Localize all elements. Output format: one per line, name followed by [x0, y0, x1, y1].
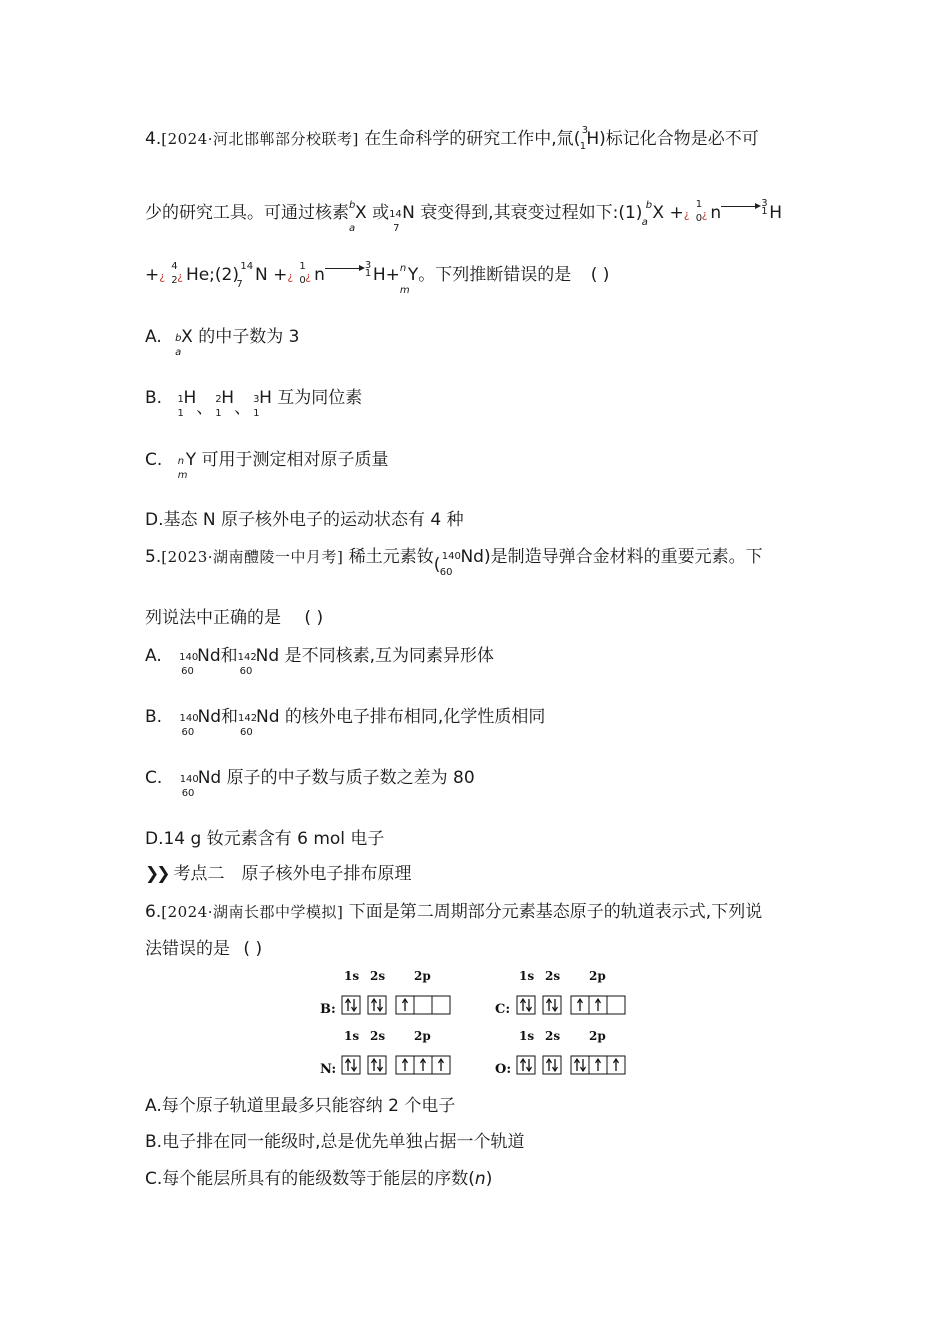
- q4-option-d: D.基态 N 原子核外电子的运动状态有 4 种: [145, 510, 464, 530]
- reaction-arrow-2: [325, 264, 365, 274]
- orbital-1-label: C:: [495, 1002, 511, 1017]
- orbital-1-2p-label: 2p: [589, 969, 606, 983]
- q6-option-c: C.每个能层所具有的能级数等于能层的序数(n): [145, 1169, 493, 1189]
- orbital-3-label: O:: [495, 1062, 512, 1075]
- q5-line-2: 列说法中正确的是 ( ): [145, 608, 324, 628]
- q6-number: 6.: [145, 902, 162, 922]
- orbital-0-2s-box: [368, 996, 386, 1014]
- orbital-0-2p-box-2: [432, 996, 450, 1014]
- q6-line-2: 法错误的是 ( ): [145, 939, 263, 959]
- nuclide-n14: 14 7 N: [389, 203, 415, 234]
- q5-line-1: 5.[2023·湖南醴陵一中月考] 稀土元素钕( 140 60 Nd)是制造导弹合金材料的重要元素。下: [145, 547, 763, 578]
- q5-option-a: A. 140 60 Nd和 142 60 Nd 是不同核素,互为同素异形体: [145, 646, 494, 677]
- b-h1: 1 1 H: [177, 388, 197, 419]
- orbital-2-1s-label: 1s: [344, 1029, 360, 1043]
- eq2-y: n m Y。下列推断错误的是: [399, 263, 572, 296]
- orbital-2-2p-label: 2p: [414, 1029, 431, 1043]
- orbital-3-2s-box: [543, 1056, 561, 1074]
- eq1-neutron: ¿ 1 0 ¿ n: [683, 199, 722, 224]
- section-title: 考点二 原子核外电子排布原理: [173, 864, 412, 884]
- q4-text-1: 在生命科学的研究工作中,氚: [364, 129, 574, 149]
- orbital-1-2s-box: [543, 996, 561, 1014]
- q5-source: [2023·湖南醴陵一中月考]: [161, 548, 344, 566]
- orbital-2-2s-box: [368, 1056, 386, 1074]
- q5-answer-blank: ( ): [304, 608, 324, 628]
- b-h3: 3 1 H 互为同位素: [253, 388, 363, 419]
- eq1-h3: 3 1 H: [761, 198, 782, 223]
- q6-option-a: A.每个原子轨道里最多只能容纳 2 个电子: [145, 1096, 456, 1116]
- q4-number: 4.: [145, 129, 162, 149]
- orbital-0-label: B:: [320, 1002, 336, 1017]
- q4-line-3: +¿ 4 2 ¿ He;(2) 7 14 N +¿ 1 0 ¿ n 3 1 H+ n m Y。下列推断错误的是 ( ): [145, 260, 610, 296]
- orbital-3-2s-label: 2s: [545, 1029, 561, 1043]
- orbital-0-1s-label: 1s: [344, 969, 360, 983]
- q6-answer-blank: ( ): [243, 939, 263, 959]
- q5-option-b: B. 140 60 Nd和 142 60 Nd 的核外电子排布相同,化学性质相同: [145, 707, 546, 738]
- q6-line-1: 6.[2024·湖南长郡中学模拟] 下面是第二周期部分元素基态原子的轨道表示式,下列说: [145, 902, 763, 922]
- eq1-x: ) b a X: [635, 200, 665, 228]
- orbital-0-2s-label: 2s: [370, 969, 386, 983]
- orbital-2-2s-label: 2s: [370, 1029, 386, 1043]
- q4-option-a: A. b a X 的中子数为 3: [145, 327, 300, 358]
- q5-number: 5.: [145, 547, 162, 567]
- q5-option-c: C. 140 60 Nd 原子的中子数与质子数之差为 80: [145, 768, 475, 799]
- eq2-h3: 3 1 H: [364, 260, 386, 285]
- q4-source: [2024·河北邯郸部分校联考]: [161, 130, 359, 148]
- eq1-helium: ¿ 4 2 ¿ He;(2: [159, 261, 233, 286]
- orbital-1-2p-box-2: [607, 996, 625, 1014]
- orbital-3-2p-label: 2p: [589, 1029, 606, 1043]
- orbital-1-1s-label: 1s: [519, 969, 535, 983]
- q5-option-d: D.14 g 钕元素含有 6 mol 电子: [145, 829, 385, 849]
- q4-tritium-text: H)标记化合物是必不可: [586, 129, 759, 149]
- orbital-0-2p-label: 2p: [414, 969, 431, 983]
- orbital-3-2p-box-0: [571, 1056, 589, 1074]
- q4-or: 或: [372, 203, 390, 223]
- q4-text-2: 少的研究工具。可通过核素: [145, 203, 349, 223]
- orbital-diagrams: [300, 960, 660, 1075]
- q4-text-3: 衰变得到,其衰变过程如下:(1: [420, 203, 636, 223]
- orbital-3-1s-label: 1s: [519, 1029, 535, 1043]
- nd-nuclide: ( 140 60 Nd)是制造导弹合金材料的重要元素。下: [433, 547, 763, 578]
- double-chevron-icon: ❯❯: [145, 864, 168, 884]
- orbital-0-1s-box: [342, 996, 360, 1014]
- orbital-3-1s-box: [517, 1056, 535, 1074]
- q4-option-b: B. 1 1 H、 2 1 H、 3 1 H 互为同位素: [145, 388, 363, 419]
- q4-option-c: C. n m Y 可用于测定相对原子质量: [145, 450, 389, 481]
- orbital-1-2s-label: 2s: [545, 969, 561, 983]
- tritium-nuclide: ( 3 1: [573, 125, 589, 152]
- orbital-1-1s-box: [517, 996, 535, 1014]
- q6-source: [2024·湖南长郡中学模拟]: [161, 903, 344, 921]
- q4-line-1: [145, 125, 759, 152]
- section-header: [145, 863, 412, 885]
- q4-line-2: 少的研究工具。可通过核素 b a X 或 14 7 N 衰变得到,其衰变过程如下:(1) b a X +¿ 1 0 ¿ n 3 1 H: [145, 198, 782, 234]
- orbital-2-1s-box: [342, 1056, 360, 1074]
- orbital-2-label: N:: [320, 1062, 337, 1075]
- orbital-0-2p-box-1: [414, 996, 432, 1014]
- eq2-n14: ) 7 14 N: [232, 261, 268, 290]
- b-h2: 2 1 H: [215, 388, 235, 419]
- q6-option-b: B.电子排在同一能级时,总是优先单独占据一个轨道: [145, 1132, 525, 1152]
- eq2-neutron: ¿ 1 0 ¿ n: [287, 261, 325, 286]
- reaction-arrow-1: [721, 202, 761, 212]
- nuclide-x: b a X: [349, 200, 367, 234]
- q4-answer-blank: ( ): [590, 265, 610, 285]
